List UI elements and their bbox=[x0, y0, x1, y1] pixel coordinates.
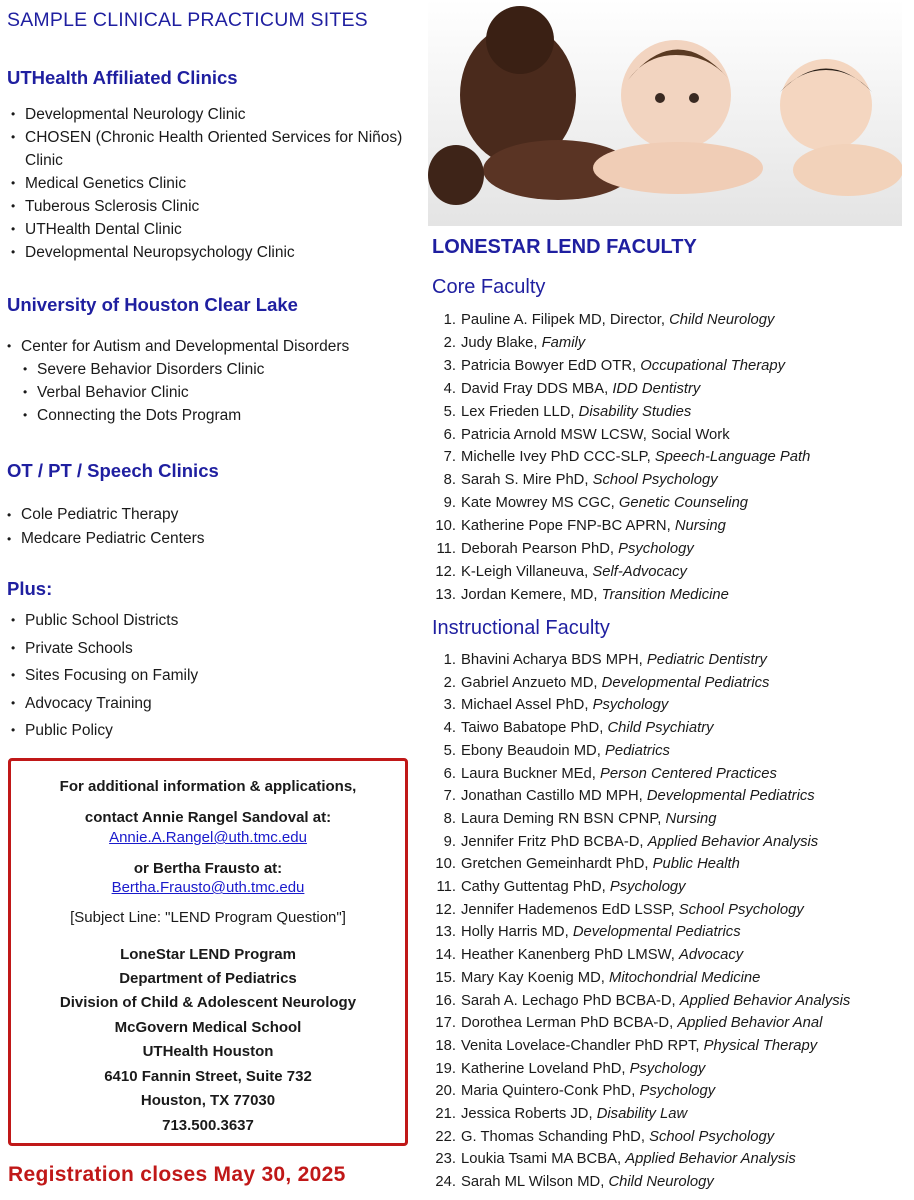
faculty-list-item bbox=[428, 515, 810, 538]
faculty-specialty: Psychology bbox=[639, 1083, 716, 1100]
faculty-name: Michelle Ivey PhD CCC-SLP, bbox=[461, 449, 651, 466]
faculty-list-item bbox=[428, 649, 850, 672]
faculty-name: Jordan Kemere, MD, bbox=[461, 586, 598, 603]
uhcl-heading: University of Houston Clear Lake bbox=[7, 294, 298, 315]
faculty-list-item bbox=[428, 1035, 850, 1058]
faculty-specialty: Genetic Counseling bbox=[618, 495, 749, 512]
list-item: • Public School Districts bbox=[7, 607, 198, 635]
faculty-list-item bbox=[428, 332, 810, 355]
list-item: • Cole Pediatric Therapy bbox=[3, 503, 205, 527]
faculty-list-item bbox=[428, 355, 810, 378]
faculty-name: Holly Harris MD, bbox=[461, 924, 569, 941]
address-line: McGovern Medical School bbox=[114, 1019, 302, 1036]
list-item: • UTHealth Dental Clinic bbox=[7, 218, 412, 241]
faculty-list-item bbox=[428, 717, 850, 740]
faculty-specialty: Occupational Therapy bbox=[640, 357, 786, 374]
list-number: 14. bbox=[435, 947, 456, 964]
faculty-name: Jennifer Hademenos EdD LSSP, bbox=[461, 901, 675, 918]
list-item: • Developmental Neurology Clinic bbox=[7, 103, 412, 126]
faculty-specialty: Disability Law bbox=[596, 1106, 688, 1123]
faculty-specialty: School Psychology bbox=[649, 1128, 775, 1145]
faculty-name: Jennifer Fritz PhD BCBA-D, bbox=[461, 833, 644, 850]
faculty-list-item bbox=[428, 1080, 850, 1103]
faculty-list-item bbox=[428, 492, 810, 515]
faculty-specialty: Developmental Pediatrics bbox=[572, 924, 741, 941]
faculty-specialty: Family bbox=[541, 334, 586, 351]
uhcl-list bbox=[3, 335, 349, 358]
list-item: • Center for Autism and Developmental Disorders bbox=[3, 335, 349, 358]
list-number: 9. bbox=[443, 495, 456, 512]
faculty-name: Venita Lovelace-Chandler PhD RPT, bbox=[461, 1037, 700, 1054]
faculty-name: Cathy Guttentag PhD, bbox=[461, 879, 606, 896]
list-item: • Developmental Neuropsychology Clinic bbox=[7, 241, 412, 264]
instructional-faculty-heading: Instructional Faculty bbox=[432, 617, 610, 639]
list-number: 4. bbox=[443, 380, 456, 397]
instructional-faculty-list bbox=[428, 649, 850, 1194]
faculty-specialty: Applied Behavior Analysis bbox=[679, 992, 851, 1009]
list-number: 11. bbox=[436, 541, 456, 558]
faculty-name: Katherine Pope FNP-BC APRN, bbox=[461, 518, 671, 535]
faculty-name: G. Thomas Schanding PhD, bbox=[461, 1128, 645, 1145]
faculty-specialty: Nursing bbox=[674, 518, 726, 535]
list-number: 8. bbox=[443, 472, 456, 489]
faculty-specialty: Psychology bbox=[629, 1060, 706, 1077]
list-number: 13. bbox=[435, 586, 456, 603]
faculty-specialty: Applied Behavior Anal bbox=[677, 1015, 823, 1032]
faculty-list-item bbox=[428, 1126, 850, 1149]
phone-number: 713.500.3637 bbox=[162, 1117, 254, 1134]
faculty-list-item bbox=[428, 785, 850, 808]
list-number: 15. bbox=[435, 969, 456, 986]
core-faculty-heading: Core Faculty bbox=[432, 276, 546, 298]
babies-image bbox=[428, 0, 902, 226]
list-item: • Medcare Pediatric Centers bbox=[3, 527, 205, 551]
faculty-name: David Fray DDS MBA, bbox=[461, 380, 609, 397]
list-item: • Private Schools bbox=[7, 635, 198, 663]
faculty-specialty: Transition Medicine bbox=[601, 586, 729, 603]
faculty-name: Maria Quintero-Conk PhD, bbox=[461, 1083, 636, 1100]
faculty-list-item bbox=[428, 921, 850, 944]
faculty-list-item bbox=[428, 424, 810, 447]
faculty-name: Laura Buckner MEd, bbox=[461, 765, 596, 782]
contact-annie: contact Annie Rangel Sandoval at: bbox=[84, 809, 332, 826]
list-number: 4. bbox=[443, 720, 456, 737]
faculty-name: Heather Kanenberg PhD LMSW, bbox=[461, 947, 675, 964]
faculty-specialty: Applied Behavior Analysis bbox=[647, 833, 819, 850]
list-number: 11. bbox=[436, 879, 456, 896]
faculty-list-item bbox=[428, 561, 810, 584]
faculty-list-item bbox=[428, 899, 850, 922]
faculty-list-item bbox=[428, 446, 810, 469]
faculty-name: Pauline A. Filipek MD, Director, bbox=[461, 312, 665, 328]
contact-bertha: or Bertha Frausto at: bbox=[133, 860, 283, 877]
faculty-specialty: Pediatric Dentistry bbox=[646, 652, 767, 668]
faculty-specialty: Nursing bbox=[665, 810, 717, 827]
faculty-specialty: Applied Behavior Analysis bbox=[625, 1151, 796, 1168]
list-number: 1. bbox=[443, 652, 456, 668]
practicum-sites-title: SAMPLE CLINICAL PRACTICUM SITES bbox=[7, 9, 368, 31]
faculty-specialty: Public Health bbox=[652, 856, 740, 873]
list-number: 22. bbox=[435, 1128, 456, 1145]
address-line: 6410 Fannin Street, Suite 732 bbox=[104, 1068, 312, 1085]
faculty-specialty: Child Neurology bbox=[669, 312, 775, 328]
list-number: 10. bbox=[435, 518, 456, 535]
faculty-list-item bbox=[428, 763, 850, 786]
list-item: • Verbal Behavior Clinic bbox=[3, 381, 264, 404]
faculty-name: Katherine Loveland PhD, bbox=[461, 1060, 626, 1077]
faculty-list-item bbox=[428, 853, 850, 876]
faculty-list-item bbox=[428, 831, 850, 854]
faculty-list-item bbox=[428, 1103, 850, 1126]
faculty-specialty: Self-Advocacy bbox=[592, 563, 687, 580]
faculty-specialty: Physical Therapy bbox=[703, 1037, 818, 1054]
uthealth-heading: UTHealth Affiliated Clinics bbox=[7, 67, 238, 88]
faculty-name: Sarah S. Mire PhD, bbox=[461, 472, 589, 489]
address-line: Department of Pediatrics bbox=[119, 970, 297, 987]
uhcl-sub-list bbox=[3, 358, 264, 427]
faculty-specialty: Developmental Pediatrics bbox=[646, 788, 815, 805]
subject-line: [Subject Line: "LEND Program Question"] bbox=[70, 909, 346, 926]
list-item: • Sites Focusing on Family bbox=[7, 662, 198, 690]
list-number: 6. bbox=[443, 426, 456, 443]
list-item: • Public Policy bbox=[7, 717, 198, 745]
list-number: 2. bbox=[443, 674, 456, 691]
list-number: 6. bbox=[443, 765, 456, 782]
list-number: 12. bbox=[435, 563, 456, 580]
list-item: • Medical Genetics Clinic bbox=[7, 172, 412, 195]
uthealth-clinic-list bbox=[7, 103, 412, 264]
babies-photo bbox=[428, 0, 902, 226]
faculty-specialty: Psychology bbox=[609, 879, 686, 896]
faculty-list-item bbox=[428, 538, 810, 561]
faculty-name: Michael Assel PhD, bbox=[461, 697, 589, 714]
address-line: LoneStar LEND Program bbox=[120, 946, 296, 963]
faculty-list-item bbox=[428, 990, 850, 1013]
faculty-list-item bbox=[428, 1171, 850, 1194]
faculty-specialty: School Psychology bbox=[592, 472, 718, 489]
faculty-list-item bbox=[428, 672, 850, 695]
faculty-specialty: Child Psychiatry bbox=[607, 720, 714, 737]
faculty-specialty: Speech-Language Path bbox=[654, 449, 811, 466]
list-number: 8. bbox=[443, 810, 456, 827]
registration-deadline: Registration closes May 30, 2025 bbox=[8, 1163, 346, 1186]
faculty-name: Patricia Bowyer EdD OTR, bbox=[461, 357, 637, 374]
list-item: • CHOSEN (Chronic Health Oriented Services for Niños) Clinic bbox=[7, 126, 412, 172]
list-number: 17. bbox=[435, 1015, 456, 1032]
list-item: • Severe Behavior Disorders Clinic bbox=[3, 358, 264, 381]
faculty-specialty: Advocacy bbox=[678, 947, 744, 964]
faculty-specialty: Pediatrics bbox=[604, 742, 670, 759]
faculty-name: Gabriel Anzueto MD, bbox=[461, 674, 598, 691]
list-number: 5. bbox=[443, 742, 456, 759]
faculty-name: Taiwo Babatope PhD, bbox=[461, 720, 604, 737]
list-item: • Connecting the Dots Program bbox=[3, 404, 264, 427]
bertha-email-link[interactable]: Bertha.Frausto@uth.tmc.edu bbox=[111, 879, 305, 896]
list-number: 24. bbox=[435, 1174, 456, 1191]
faculty-name: Jessica Roberts JD, bbox=[461, 1106, 593, 1123]
list-number: 18. bbox=[435, 1037, 456, 1054]
annie-email-link[interactable]: Annie.A.Rangel@uth.tmc.edu bbox=[109, 829, 307, 846]
faculty-name: Lex Frieden LLD, bbox=[461, 403, 575, 420]
list-number: 16. bbox=[435, 992, 456, 1009]
faculty-list-item bbox=[428, 1012, 850, 1035]
faculty-list-item bbox=[428, 469, 810, 492]
faculty-list-item bbox=[428, 1148, 850, 1171]
list-number: 20. bbox=[435, 1083, 456, 1100]
faculty-name: Bhavini Acharya BDS MPH, bbox=[461, 652, 643, 668]
faculty-name: Jonathan Castillo MD MPH, bbox=[461, 788, 643, 805]
list-number: 2. bbox=[443, 334, 456, 351]
address-line: Division of Child & Adolescent Neurology bbox=[59, 994, 357, 1011]
faculty-specialty: Person Centered Practices bbox=[600, 765, 777, 782]
list-number: 23. bbox=[435, 1151, 456, 1168]
faculty-specialty: Developmental Pediatrics bbox=[601, 674, 770, 691]
faculty-name: Gretchen Gemeinhardt PhD, bbox=[461, 856, 649, 873]
therapy-clinics-heading: OT / PT / Speech Clinics bbox=[7, 460, 219, 481]
faculty-name: K-Leigh Villaneuva, bbox=[461, 563, 589, 580]
list-number: 3. bbox=[443, 697, 456, 714]
faculty-name: Sarah ML Wilson MD, bbox=[461, 1174, 605, 1191]
faculty-list-item bbox=[428, 309, 810, 332]
list-number: 3. bbox=[443, 357, 456, 374]
list-number: 7. bbox=[443, 788, 456, 805]
list-number: 9. bbox=[443, 833, 456, 850]
faculty-name: Laura Deming RN BSN CPNP, bbox=[461, 810, 662, 827]
faculty-specialty: Disability Studies bbox=[578, 403, 692, 420]
faculty-name: Judy Blake, bbox=[461, 334, 538, 351]
faculty-list-item bbox=[428, 944, 850, 967]
contact-box bbox=[8, 758, 408, 1146]
faculty-list-item bbox=[428, 401, 810, 424]
list-number: 12. bbox=[435, 901, 456, 918]
faculty-specialty: School Psychology bbox=[678, 901, 804, 918]
contact-intro: For additional information & applications, bbox=[59, 778, 357, 795]
faculty-specialty: Psychology bbox=[592, 697, 669, 714]
faculty-name: Ebony Beaudoin MD, bbox=[461, 742, 601, 759]
faculty-specialty: IDD Dentistry bbox=[612, 380, 701, 397]
faculty-name: Loukia Tsami MA BCBA, bbox=[461, 1151, 622, 1168]
faculty-name: Deborah Pearson PhD, bbox=[461, 541, 614, 558]
list-number: 21. bbox=[435, 1106, 456, 1123]
faculty-list-item bbox=[428, 876, 850, 899]
faculty-specialty: Psychology bbox=[618, 541, 694, 558]
faculty-list-item bbox=[428, 967, 850, 990]
therapy-clinic-list bbox=[3, 503, 205, 551]
faculty-title: LONESTAR LEND FACULTY bbox=[432, 236, 697, 258]
list-number: 10. bbox=[435, 856, 456, 873]
address-line: UTHealth Houston bbox=[142, 1043, 274, 1060]
plus-list bbox=[7, 607, 198, 745]
faculty-name: Kate Mowrey MS CGC, bbox=[461, 495, 615, 512]
list-number: 7. bbox=[443, 449, 456, 466]
list-item: • Advocacy Training bbox=[7, 690, 198, 718]
list-number: 19. bbox=[435, 1060, 456, 1077]
faculty-name: Sarah A. Lechago PhD BCBA-D, bbox=[461, 992, 676, 1009]
list-number: 1. bbox=[443, 312, 456, 328]
faculty-name: Patricia Arnold MSW LCSW, Social Work bbox=[461, 426, 730, 443]
address-line: Houston, TX 77030 bbox=[140, 1092, 276, 1109]
faculty-name: Mary Kay Koenig MD, bbox=[461, 969, 605, 986]
core-faculty-list bbox=[428, 309, 810, 607]
faculty-name: Dorothea Lerman PhD BCBA-D, bbox=[461, 1015, 674, 1032]
faculty-list-item bbox=[428, 808, 850, 831]
list-number: 5. bbox=[443, 403, 456, 420]
faculty-list-item bbox=[428, 1058, 850, 1081]
faculty-list-item bbox=[428, 378, 810, 401]
faculty-list-item bbox=[428, 740, 850, 763]
faculty-list-item bbox=[428, 584, 810, 607]
faculty-specialty: Child Neurology bbox=[608, 1174, 714, 1191]
list-number: 13. bbox=[435, 924, 456, 941]
faculty-list-item bbox=[428, 694, 850, 717]
faculty-specialty: Mitochondrial Medicine bbox=[609, 969, 761, 986]
list-item: • Tuberous Sclerosis Clinic bbox=[7, 195, 412, 218]
plus-heading: Plus: bbox=[7, 578, 53, 599]
